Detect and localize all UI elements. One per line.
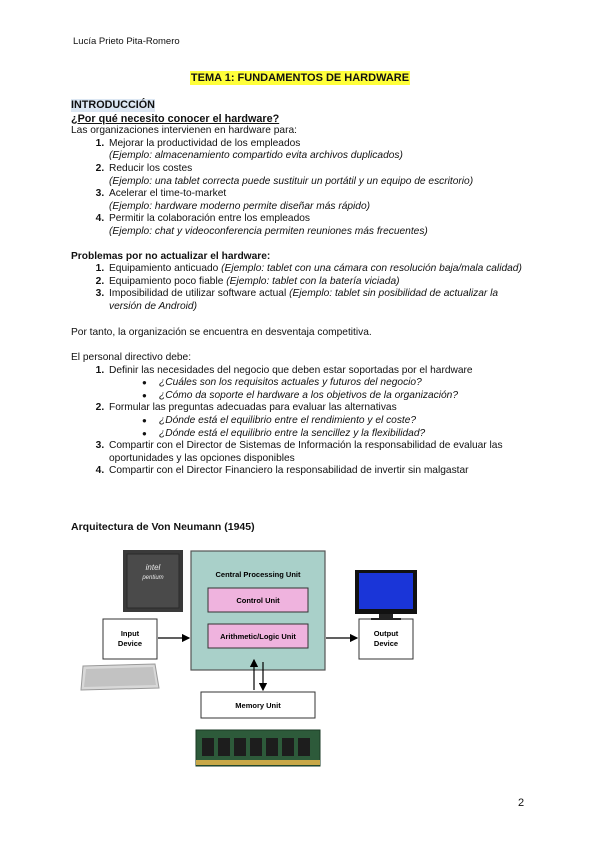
list-item: 2. Reducir los costes (Ejemplo: una tablet correcta puede sustituir un portátil y un equipo de escritorio)	[107, 163, 531, 188]
intro-heading: INTRODUCCIÓN	[71, 99, 155, 111]
sub-item: ● ¿Cómo da soporte el hardware a los objetivos de la organización?	[159, 390, 531, 403]
problems-conclusion: Por tanto, la organización se encuentra en desventaja competitiva.	[71, 326, 372, 338]
ram-stick-image	[196, 730, 320, 766]
cpu-label: Central Processing Unit	[215, 570, 301, 579]
intro-question: ¿Por qué necesito conocer el hardware?	[71, 112, 280, 125]
title-highlight: TEMA 1: FUNDAMENTOS DE HARDWARE	[190, 72, 410, 84]
problems-heading: Problemas por no actualizar el hardware:	[71, 250, 271, 262]
output-label-1: Output	[373, 629, 399, 638]
memory-unit-label: Memory Unit	[235, 701, 281, 710]
chip-model-text: pentium	[142, 575, 164, 581]
list-item: 2. Equipamiento poco fiable (Ejemplo: tablet con la batería viciada)	[107, 276, 531, 289]
intro-lead: Las organizaciones intervienen en hardware para:	[71, 125, 297, 137]
monitor-image	[355, 570, 417, 620]
list-item: 2. Formular las preguntas adecuadas para evaluar las alternativas ● ¿Dónde está el equilibrio entre el rendimiento y el coste? ● ¿Dónde está el equilibrio entre la sencillez y la flexibilidad?	[107, 402, 531, 440]
intro-list	[71, 138, 531, 239]
list-item: 1. Definir las necesidades del negocio que deben estar soportadas por el hardware ● ¿Cuáles son los requisitos actuales y futuros del negocio? ● ¿Cómo da soporte el hardware a los objetivos de la organización?	[107, 365, 531, 403]
architecture-title: Arquitectura de Von Neumann (1945)	[71, 521, 255, 533]
page-title	[0, 72, 600, 84]
list-item: 3. Imposibilidad de utilizar software actual (Ejemplo: tablet sin posibilidad de actualizar la versión de Android)	[107, 288, 531, 313]
sub-item: ● ¿Cuáles son los requisitos actuales y futuros del negocio?	[159, 377, 531, 390]
management-list	[71, 365, 531, 478]
sub-item: ● ¿Dónde está el equilibrio entre el rendimiento y el coste?	[159, 415, 531, 428]
von-neumann-diagram	[75, 548, 505, 768]
page-number: 2	[518, 797, 525, 809]
control-unit-label: Control Unit	[236, 596, 280, 605]
alu-label: Arithmetic/Logic Unit	[220, 632, 296, 641]
cpu-chip-image	[123, 550, 183, 612]
chip-brand-text: intel	[145, 563, 161, 572]
list-item: 1. Equipamiento anticuado (Ejemplo: tablet con una cámara con resolución baja/mala calidad)	[107, 263, 531, 276]
document-body	[71, 99, 531, 478]
sub-item: ● ¿Dónde está el equilibrio entre la sencillez y la flexibilidad?	[159, 428, 531, 441]
list-item: 4. Permitir la colaboración entre los empleados (Ejemplo: chat y videoconferencia permiten reuniones más frecuentes)	[107, 213, 531, 238]
management-lead: El personal directivo debe:	[71, 352, 192, 364]
author-name: Lucía Prieto Pita-Romero	[73, 36, 180, 47]
input-label-2: Device	[117, 639, 143, 648]
list-item: 4. Compartir con el Director Financiero la responsabilidad de invertir sin malgastar	[107, 465, 531, 478]
keyboard-image	[81, 664, 159, 690]
list-item: 1. Mejorar la productividad de los empleados (Ejemplo: almacenamiento compartido evita archivos duplicados)	[107, 138, 531, 163]
list-item: 3. Compartir con el Director de Sistemas de Información la responsabilidad de evaluar las oportunidades y las opciones disponibles	[107, 440, 531, 465]
list-item: 3. Acelerar el time-to-market (Ejemplo: hardware moderno permite diseñar más rápido)	[107, 188, 531, 213]
problems-list	[71, 263, 531, 313]
input-label-1: Input	[120, 629, 140, 638]
output-label-2: Device	[373, 639, 399, 648]
